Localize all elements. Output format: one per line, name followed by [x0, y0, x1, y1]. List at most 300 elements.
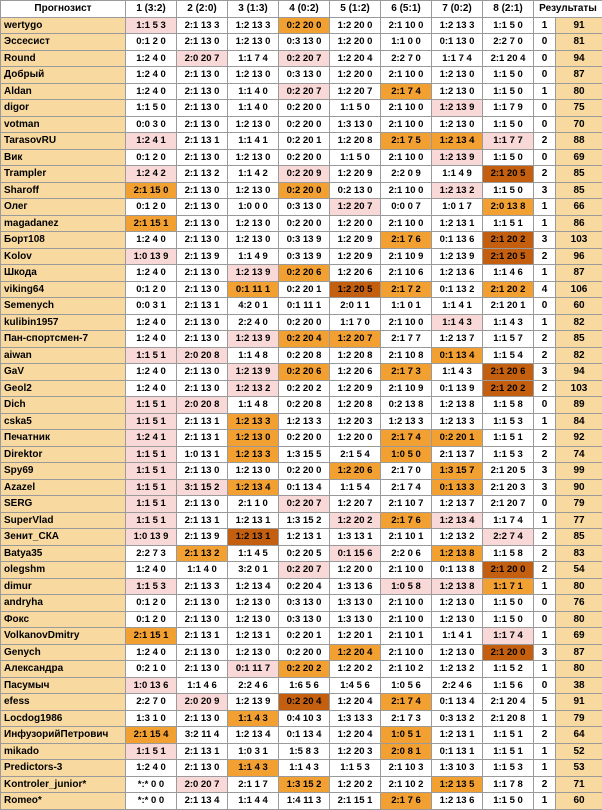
prediction-cell: 1:1 7 9 [483, 100, 534, 117]
exact-hits: 2 [534, 133, 556, 150]
table-row [1, 116, 602, 133]
prediction-cell: 0:2 20 4 [279, 331, 330, 348]
prediction-cell: 1:2 4 2 [126, 166, 177, 183]
prediction-cell: 1:2 13 0 [228, 215, 279, 232]
exact-hits: 2 [534, 562, 556, 579]
total-points: 75 [556, 100, 602, 117]
exact-hits: 0 [534, 100, 556, 117]
prediction-cell: 1:2 20 1 [330, 628, 381, 645]
prediction-cell: 2:1 1 7 [228, 776, 279, 793]
prediction-cell: 0:2 1 0 [126, 661, 177, 678]
prediction-cell: 1:1 4 9 [228, 248, 279, 265]
prediction-cell: 2:1 7 2 [381, 281, 432, 298]
total-points: 53 [556, 760, 602, 777]
prediction-cell: 2:1 20 2 [483, 232, 534, 249]
prediction-cell: 1:2 4 0 [126, 380, 177, 397]
prediction-cell: 0:2 13 0 [330, 182, 381, 199]
prediction-cell: 1:2 20 7 [330, 199, 381, 216]
exact-hits: 3 [534, 463, 556, 480]
prediction-cell: 1:2 4 0 [126, 760, 177, 777]
forecaster-name: dimur [1, 578, 126, 595]
match-header-5: 5 (1:2) [330, 1, 381, 18]
exact-hits: 0 [534, 496, 556, 513]
prediction-cell: 1:1 5 3 [483, 760, 534, 777]
prediction-cell: 1:1 5 0 [483, 149, 534, 166]
prediction-cell: 1:1 5 2 [483, 661, 534, 678]
prediction-cell: 1:1 7 1 [483, 578, 534, 595]
forecaster-name: Вик [1, 149, 126, 166]
prediction-cell: 2:1 13 4 [177, 793, 228, 810]
table-row [1, 710, 602, 727]
exact-hits: 1 [534, 512, 556, 529]
prediction-cell: 0:1 13 0 [432, 34, 483, 51]
prediction-cell: 0:1 13 8 [432, 562, 483, 579]
table-row [1, 479, 602, 496]
prediction-cell: 1:3 10 3 [432, 760, 483, 777]
prediction-cell: 1:1 5 3 [330, 760, 381, 777]
prediction-cell: 2:1 10 2 [381, 661, 432, 678]
prediction-cell: 1:1 4 1 [432, 298, 483, 315]
prediction-cell: 1:0 13 9 [126, 529, 177, 546]
total-points: 85 [556, 529, 602, 546]
prediction-cell: 0:1 11 1 [279, 298, 330, 315]
table-row [1, 644, 602, 661]
prediction-cell: 1:2 20 6 [330, 463, 381, 480]
forecaster-name: Spy69 [1, 463, 126, 480]
prediction-cell: 2:1 20 4 [483, 50, 534, 67]
prediction-cell: 2:1 20 0 [483, 562, 534, 579]
total-points: 80 [556, 578, 602, 595]
prediction-cell: 2:1 13 0 [177, 199, 228, 216]
total-points: 80 [556, 83, 602, 100]
prediction-cell: 0:2 20 0 [279, 100, 330, 117]
table-row [1, 166, 602, 183]
prediction-cell: 1:1 0 0 [381, 34, 432, 51]
prediction-cell: 1:0 13 1 [177, 446, 228, 463]
total-points: 70 [556, 116, 602, 133]
table-row [1, 199, 602, 216]
prediction-cell: 0:2 20 4 [279, 694, 330, 711]
forecaster-name: SuperVlad [1, 512, 126, 529]
prediction-cell: 0:0 3 0 [126, 116, 177, 133]
exact-hits: 1 [534, 661, 556, 678]
total-points: 64 [556, 727, 602, 744]
prediction-cell: 2:1 13 1 [177, 133, 228, 150]
prediction-cell: 2:1 7 4 [381, 430, 432, 447]
prediction-cell: 1:1 7 4 [483, 512, 534, 529]
prediction-cell: 1:2 13 0 [228, 232, 279, 249]
total-points: 82 [556, 347, 602, 364]
total-points: 106 [556, 281, 602, 298]
prediction-cell: 1:2 13 2 [228, 380, 279, 397]
prediction-cell: 2:1 13 0 [177, 644, 228, 661]
table-row [1, 347, 602, 364]
exact-hits: 1 [534, 215, 556, 232]
prediction-cell: 2:0 8 1 [381, 743, 432, 760]
prediction-cell: 1:2 20 5 [330, 281, 381, 298]
prediction-cell: 2:2 4 6 [228, 677, 279, 694]
match-header-2: 2 (2:0) [177, 1, 228, 18]
prediction-cell: 1:1 5 1 [483, 215, 534, 232]
prediction-cell: 1:2 13 0 [228, 644, 279, 661]
prediction-cell: 1:2 13 0 [432, 595, 483, 612]
table-row [1, 364, 602, 381]
prediction-cell: 2:1 10 0 [381, 215, 432, 232]
prediction-cell: 0:2 20 8 [279, 347, 330, 364]
exact-hits: 2 [534, 430, 556, 447]
prediction-cell: 1:1 5 3 [126, 17, 177, 34]
prediction-cell: 2:1 13 0 [177, 463, 228, 480]
exact-hits: 2 [534, 248, 556, 265]
table-row [1, 83, 602, 100]
prediction-cell: 1:1 5 8 [483, 545, 534, 562]
prediction-cell: 0:2 13 8 [381, 397, 432, 414]
prediction-cell: 1:1 7 4 [483, 628, 534, 645]
total-points: 96 [556, 248, 602, 265]
exact-hits: 1 [534, 265, 556, 282]
prediction-cell: 2:1 10 0 [381, 611, 432, 628]
prediction-cell: 1:1 5 3 [483, 413, 534, 430]
prediction-cell: 2:1 7 5 [381, 133, 432, 150]
prediction-cell: 2:1 13 0 [177, 83, 228, 100]
prediction-cell: 1:2 13 0 [228, 67, 279, 84]
prediction-cell: 1:2 13 0 [432, 116, 483, 133]
prediction-cell: 1:1 5 0 [483, 116, 534, 133]
forecaster-name: Добрый [1, 67, 126, 84]
prediction-cell: 2:0 20 8 [177, 397, 228, 414]
prediction-cell: 1:2 13 8 [432, 397, 483, 414]
forecaster-name: Trampler [1, 166, 126, 183]
prediction-cell: 1:2 4 1 [126, 133, 177, 150]
prediction-cell: 1:5 8 3 [279, 743, 330, 760]
match-header-1: 1 (3:2) [126, 1, 177, 18]
forecaster-name: Kontroler_junior* [1, 776, 126, 793]
prediction-cell: 2:1 13 0 [177, 661, 228, 678]
prediction-cell: 0:1 13 4 [432, 347, 483, 364]
prediction-cell: 1:2 13 7 [432, 331, 483, 348]
prediction-cell: 2:1 13 1 [177, 743, 228, 760]
total-points: 87 [556, 67, 602, 84]
prediction-cell: 1:2 13 4 [432, 512, 483, 529]
prediction-cell: 0:1 15 6 [330, 545, 381, 562]
exact-hits: 1 [534, 743, 556, 760]
prediction-cell: 2:1 13 0 [177, 100, 228, 117]
forecaster-name: VolkanovDmitry [1, 628, 126, 645]
prediction-cell: 2:1 10 0 [381, 595, 432, 612]
exact-hits: 5 [534, 694, 556, 711]
forecaster-name: Azazel [1, 479, 126, 496]
prediction-cell: 1:0 5 6 [381, 677, 432, 694]
prediction-cell: 0:2 20 2 [279, 661, 330, 678]
prediction-cell: 1:2 20 4 [330, 50, 381, 67]
prediction-cell: 2:1 10 1 [381, 529, 432, 546]
prediction-cell: 1:2 20 7 [330, 331, 381, 348]
prediction-cell: 1:1 5 8 [483, 397, 534, 414]
prediction-cell: 0:1 2 0 [126, 595, 177, 612]
forecaster-name: Александра [1, 661, 126, 678]
forecaster-name: wertygo [1, 17, 126, 34]
prediction-cell: 1:0 5 8 [381, 578, 432, 595]
prediction-cell: 1:3 13 3 [330, 710, 381, 727]
prediction-cell: 2:0 20 7 [177, 776, 228, 793]
prediction-cell: 1:2 13 1 [228, 512, 279, 529]
prediction-cell: 2:1 20 3 [483, 479, 534, 496]
prediction-cell: 1:2 13 4 [228, 578, 279, 595]
match-header-7: 7 (0:2) [432, 1, 483, 18]
prediction-cell: 2:1 13 1 [177, 512, 228, 529]
prediction-cell: 0:3 13 2 [432, 710, 483, 727]
exact-hits: 2 [534, 380, 556, 397]
prediction-cell: 2:1 10 0 [381, 67, 432, 84]
prediction-cell: 1:2 13 3 [381, 413, 432, 430]
exact-hits: 0 [534, 611, 556, 628]
prediction-cell: 0:1 13 2 [432, 281, 483, 298]
exact-hits: 2 [534, 529, 556, 546]
exact-hits: 0 [534, 116, 556, 133]
prediction-cell: 1:2 20 0 [330, 34, 381, 51]
prediction-cell: 2:1 13 0 [177, 215, 228, 232]
prediction-cell: 1:3 15 2 [279, 776, 330, 793]
table-row [1, 776, 602, 793]
table-row [1, 248, 602, 265]
prediction-cell: 1:1 5 1 [483, 727, 534, 744]
prediction-cell: 0:1 13 3 [432, 479, 483, 496]
prediction-cell: 2:1 7 0 [381, 463, 432, 480]
prediction-cell: 1:2 13 4 [228, 479, 279, 496]
prediction-cell: 1:2 13 9 [228, 331, 279, 348]
prediction-cell: 1:1 5 4 [483, 347, 534, 364]
prediction-cell: 2:2 7 0 [126, 694, 177, 711]
total-points: 85 [556, 182, 602, 199]
prediction-cell: 2:1 13 0 [177, 710, 228, 727]
prediction-cell: 2:1 10 8 [381, 347, 432, 364]
prediction-cell: 1:2 20 0 [330, 17, 381, 34]
exact-hits: 2 [534, 446, 556, 463]
prediction-cell: 1:1 5 1 [126, 512, 177, 529]
prediction-cell: 0:2 20 7 [279, 562, 330, 579]
prediction-cell: 2:1 10 0 [381, 562, 432, 579]
prediction-cell: 1:0 5 1 [381, 727, 432, 744]
table-row [1, 331, 602, 348]
prediction-cell: 1:2 20 6 [330, 364, 381, 381]
prediction-cell: 1:1 4 0 [177, 562, 228, 579]
forecaster-name: Romeo* [1, 793, 126, 810]
table-row [1, 727, 602, 744]
prediction-cell: 1:2 20 2 [330, 512, 381, 529]
exact-hits: 1 [534, 793, 556, 810]
forecaster-name: Round [1, 50, 126, 67]
prediction-cell: 0:3 13 9 [279, 248, 330, 265]
total-points: 88 [556, 133, 602, 150]
table-row [1, 149, 602, 166]
prediction-cell: 0:2 20 1 [279, 628, 330, 645]
prediction-cell: 2:1 13 0 [177, 380, 228, 397]
prediction-cell: 1:4 5 6 [330, 677, 381, 694]
forecaster-name: mikado [1, 743, 126, 760]
prediction-cell: 2:1 20 8 [483, 710, 534, 727]
prediction-cell: 2:1 20 2 [483, 380, 534, 397]
total-points: 71 [556, 776, 602, 793]
exact-hits: 3 [534, 182, 556, 199]
prediction-cell: 0:3 13 0 [279, 611, 330, 628]
prediction-cell: 2:1 10 9 [381, 248, 432, 265]
prediction-cell: 1:1 5 0 [483, 83, 534, 100]
prediction-cell: 1:3 13 6 [330, 578, 381, 595]
prediction-cell: 0:2 20 8 [279, 397, 330, 414]
prediction-cell: 2:1 13 0 [177, 760, 228, 777]
prediction-cell: 1:2 4 0 [126, 232, 177, 249]
total-points: 99 [556, 463, 602, 480]
total-points: 52 [556, 743, 602, 760]
total-points: 87 [556, 265, 602, 282]
exact-hits: 1 [534, 628, 556, 645]
prediction-cell: 1:2 20 8 [330, 133, 381, 150]
prediction-cell: 1:2 13 0 [432, 83, 483, 100]
prediction-cell: 1:1 4 4 [228, 793, 279, 810]
exact-hits: 2 [534, 776, 556, 793]
prediction-cell: 1:2 13 9 [228, 364, 279, 381]
prediction-cell: 1:2 13 2 [432, 182, 483, 199]
table-row [1, 463, 602, 480]
prediction-cell: 2:1 13 1 [177, 430, 228, 447]
table-body [1, 17, 602, 809]
prediction-cell: 1:1 7 8 [483, 776, 534, 793]
total-points: 85 [556, 331, 602, 348]
prediction-cell: 1:2 13 0 [432, 611, 483, 628]
prediction-cell: 2:1 20 2 [483, 281, 534, 298]
prediction-cell: 3:2 11 4 [177, 727, 228, 744]
total-points: 91 [556, 694, 602, 711]
prediction-cell: 1:3 15 2 [279, 512, 330, 529]
prediction-cell: 1:1 4 8 [228, 397, 279, 414]
table-row [1, 50, 602, 67]
prediction-cell: 1:1 5 3 [483, 446, 534, 463]
forecaster-name: Пасумыч [1, 677, 126, 694]
exact-hits: 1 [534, 17, 556, 34]
prediction-cell: 1:2 13 4 [432, 133, 483, 150]
prediction-cell: 1:2 13 0 [228, 611, 279, 628]
prediction-cell: 0:1 13 4 [279, 479, 330, 496]
prediction-cell: 2:1 10 1 [381, 628, 432, 645]
table-row [1, 793, 602, 810]
prediction-cell: 1:2 13 6 [432, 793, 483, 810]
table-row [1, 17, 602, 34]
prediction-cell: 2:1 15 1 [126, 628, 177, 645]
prediction-cell: 2:1 10 9 [381, 380, 432, 397]
prediction-cell: 1:2 20 4 [330, 694, 381, 711]
total-points: 89 [556, 397, 602, 414]
prediction-cell: 1:1 4 3 [432, 364, 483, 381]
table-row [1, 661, 602, 678]
forecaster-name: aiwan [1, 347, 126, 364]
prediction-cell: 1:2 4 0 [126, 265, 177, 282]
prediction-cell: 0:1 13 9 [432, 380, 483, 397]
prediction-cell: *:* 0 0 [126, 793, 177, 810]
prediction-cell: 1:2 13 9 [228, 265, 279, 282]
prediction-cell: 1:2 13 0 [228, 430, 279, 447]
prediction-cell: 0:0 3 1 [126, 298, 177, 315]
forecaster-name: Фокс [1, 611, 126, 628]
total-points: 83 [556, 545, 602, 562]
prediction-cell: 0:3 13 0 [279, 199, 330, 216]
prediction-cell: 1:2 13 0 [228, 116, 279, 133]
table-row [1, 446, 602, 463]
table-row [1, 314, 602, 331]
prediction-cell: 1:2 20 9 [330, 380, 381, 397]
prediction-cell: 0:1 11 1 [228, 281, 279, 298]
prediction-cell: 1:1 5 0 [483, 67, 534, 84]
total-points: 60 [556, 793, 602, 810]
prediction-cell: 0:1 2 0 [126, 34, 177, 51]
prediction-cell: 1:1 5 6 [483, 677, 534, 694]
prediction-cell: 2:1 10 6 [381, 265, 432, 282]
prediction-cell: 1:2 20 0 [330, 562, 381, 579]
prediction-cell: 2:1 13 0 [177, 149, 228, 166]
prediction-cell: 1:2 13 0 [228, 149, 279, 166]
total-points: 69 [556, 628, 602, 645]
prediction-cell: 1:3 1 0 [126, 710, 177, 727]
total-points: 66 [556, 199, 602, 216]
exact-hits: 2 [534, 166, 556, 183]
prediction-cell: 3:1 15 2 [177, 479, 228, 496]
prediction-cell: 1:0 0 0 [228, 199, 279, 216]
prediction-cell: 1:2 20 7 [330, 83, 381, 100]
results-header: Результаты [534, 1, 602, 18]
prediction-cell: 1:1 5 0 [483, 611, 534, 628]
prediction-cell: 1:1 5 0 [330, 100, 381, 117]
prediction-cell: 2:2 4 0 [228, 314, 279, 331]
exact-hits: 0 [534, 298, 556, 315]
prediction-cell: 1:1 4 3 [483, 314, 534, 331]
prediction-cell: 2:0 1 1 [330, 298, 381, 315]
prediction-cell: 1:1 0 1 [381, 298, 432, 315]
prediction-cell: 2:1 10 0 [381, 149, 432, 166]
table-row [1, 298, 602, 315]
prediction-cell: 1:2 4 0 [126, 331, 177, 348]
prediction-cell: 0:2 20 0 [279, 644, 330, 661]
exact-hits: 0 [534, 595, 556, 612]
forecaster-name: Batya35 [1, 545, 126, 562]
prediction-cell: 1:0 1 7 [432, 199, 483, 216]
forecaster-name: ИнфузорийПетрович [1, 727, 126, 744]
prediction-cell: 3:2 0 1 [228, 562, 279, 579]
table-row [1, 281, 602, 298]
exact-hits: 3 [534, 364, 556, 381]
prediction-cell: 2:1 20 7 [483, 496, 534, 513]
match-header-6: 6 (5:1) [381, 1, 432, 18]
prediction-cell: 1:2 4 0 [126, 67, 177, 84]
prediction-cell: 0:2 20 4 [279, 578, 330, 595]
prediction-cell: 2:1 7 4 [381, 83, 432, 100]
total-points: 79 [556, 710, 602, 727]
table-row [1, 182, 602, 199]
forecaster-header: Прогнозист [1, 1, 126, 18]
forecaster-name: Зенит_СКА [1, 529, 126, 546]
prediction-cell: 1:1 7 7 [483, 133, 534, 150]
prediction-cell: 1:1 5 0 [483, 17, 534, 34]
prediction-cell: 0:2 20 0 [279, 463, 330, 480]
prediction-cell: 1:2 13 9 [432, 100, 483, 117]
prediction-cell: 2:1 13 0 [177, 116, 228, 133]
table-row [1, 760, 602, 777]
prediction-cell: 0:1 13 4 [432, 694, 483, 711]
prediction-cell: 1:1 4 9 [432, 166, 483, 183]
prediction-cell: 0:2 20 1 [432, 430, 483, 447]
prediction-cell: 2:1 20 0 [483, 644, 534, 661]
prediction-cell: 0:1 2 0 [126, 281, 177, 298]
exact-hits: 1 [534, 83, 556, 100]
prediction-cell: 1:3 15 5 [279, 446, 330, 463]
